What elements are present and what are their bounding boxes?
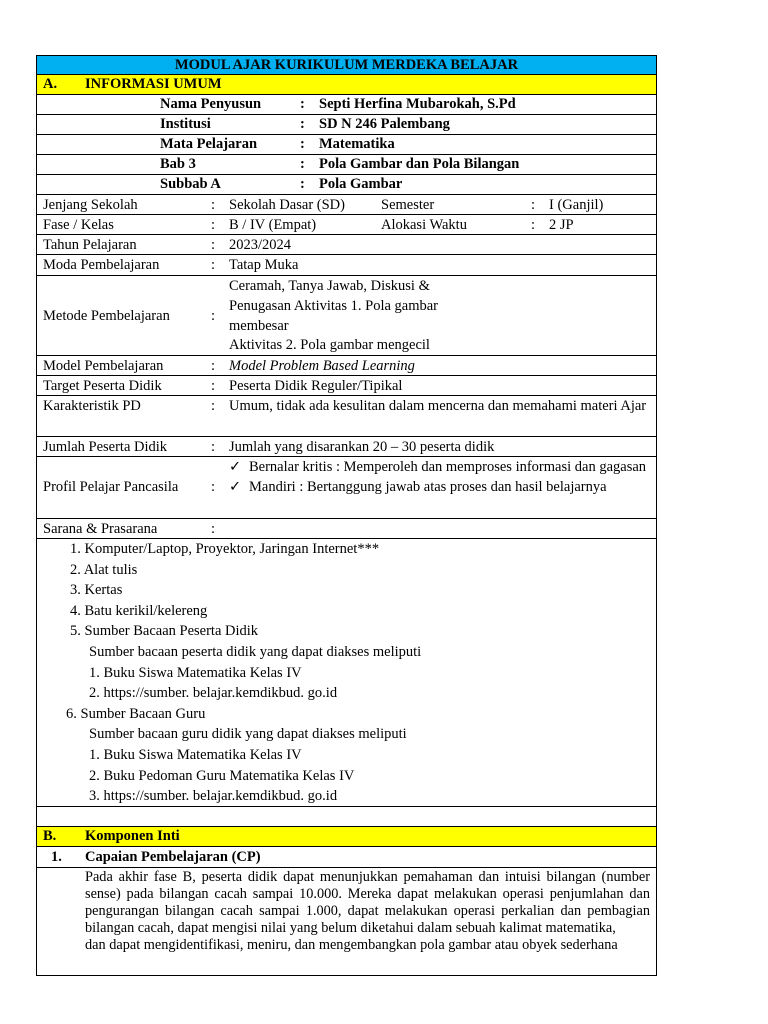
- metode-line: Penugasan Aktivitas 1. Pola gambar: [229, 298, 439, 314]
- row-label: Fase / Kelas: [43, 217, 114, 233]
- row-colon: :: [531, 197, 536, 213]
- row-value: Umum, tidak ada kesulitan dalam mencerna dan memahami materi Ajar: [229, 398, 647, 414]
- info-label: Bab 3: [160, 156, 196, 172]
- section-b-letter: B.: [43, 828, 57, 844]
- row-colon: :: [211, 197, 216, 213]
- list-item: Sumber bacaan peserta didik yang dapat diakses meliputi: [89, 643, 422, 660]
- row-label: Metode Pembelajaran: [43, 308, 170, 324]
- info-value: SD N 246 Palembang: [319, 116, 450, 132]
- cp-content: [36, 868, 657, 976]
- metode-line: Ceramah, Tanya Jawab, Diskusi &: [229, 278, 430, 294]
- row-colon: :: [211, 479, 216, 495]
- info-colon: :: [300, 96, 305, 112]
- section-a-header: [36, 75, 657, 95]
- module-title: MODUL AJAR KURIKULUM MERDEKA BELAJAR: [36, 55, 657, 75]
- metode-line: Aktivitas 2. Pola gambar mengecil: [229, 337, 430, 353]
- list-item: Sumber bacaan guru didik yang dapat diakses meliputi: [89, 726, 407, 743]
- row-colon: :: [211, 257, 216, 273]
- list-item: 1. Buku Siswa Matematika Kelas IV: [89, 746, 302, 763]
- metode-value: [229, 276, 656, 354]
- list-item: 1. Buku Siswa Matematika Kelas IV: [89, 664, 302, 681]
- row-value: Jumlah yang disarankan 20 – 30 peserta didik: [229, 439, 495, 455]
- list-item: 3. https://sumber. belajar.kemdikbud. go.id: [89, 788, 338, 805]
- info-row-institusi: [36, 115, 657, 135]
- list-item: 4. Batu kerikil/kelereng: [70, 602, 208, 619]
- info-row-penyusun: [36, 95, 657, 115]
- alokasi-label: Alokasi Waktu: [381, 217, 467, 233]
- info-colon: :: [300, 116, 305, 132]
- semester-value: I (Ganjil): [549, 197, 604, 213]
- list-item: 1. Komputer/Laptop, Proyektor, Jaringan Internet***: [70, 541, 380, 557]
- info-value: Septi Herfina Mubarokah, S.Pd: [319, 96, 516, 112]
- info-row-bab: [36, 155, 657, 175]
- checkmark-icon: ✓: [229, 479, 242, 495]
- info-label: Institusi: [160, 116, 211, 132]
- section-b-title: Komponen Inti: [85, 828, 180, 844]
- row-label: Sarana & Prasarana: [43, 521, 158, 537]
- row-colon: :: [211, 439, 216, 455]
- row-label: Jenjang Sekolah: [43, 197, 138, 213]
- row-colon: :: [531, 217, 536, 233]
- row-value: Sekolah Dasar (SD): [229, 197, 345, 213]
- row-value: [229, 356, 656, 376]
- row-colon: :: [211, 237, 216, 253]
- row-model: [36, 356, 657, 376]
- row-moda: [36, 255, 657, 276]
- row-metode: [36, 276, 657, 356]
- row-label: Moda Pembelajaran: [43, 257, 160, 273]
- list-item: 2. https://sumber. belajar.kemdikbud. go.id: [89, 685, 338, 702]
- semester-label: Semester: [381, 197, 435, 213]
- profil-list: [229, 457, 656, 497]
- row-label: Jumlah Peserta Didik: [43, 439, 168, 455]
- info-label: Subbab A: [160, 176, 221, 192]
- cp-header: [36, 847, 657, 868]
- row-tahun: [36, 235, 657, 255]
- row-target: [36, 376, 657, 396]
- row-jenjang: [36, 195, 657, 215]
- row-value: B / IV (Empat): [229, 217, 317, 233]
- checkmark-icon: ✓: [229, 459, 242, 475]
- profil-item: ✓ Mandiri : Bertanggung jawab atas proses dan hasil belajarnya: [229, 479, 607, 495]
- row-colon: :: [211, 521, 216, 537]
- model-value: Model Problem Based Learning: [229, 358, 415, 374]
- cp-paragraph: Pada akhir fase B, peserta didik dapat menunjukkan pemahaman dan intuisi bilangan (number sense) pada bilangan cacah sampai 10.000. Mereka dapat melakukan operasi penjumlahan dan pengurangan bilangan cacah sampai 1.000, dapat melakukan operasi perkalian dan pembagian bilangan cacah, dapat mengisi nilai yang belum diketahui dalam sebuah kalimat matematika,: [85, 869, 650, 936]
- row-label: Model Pembelajaran: [43, 358, 164, 374]
- info-colon: :: [300, 156, 305, 172]
- row-colon: :: [211, 378, 216, 394]
- info-row-subbab: [36, 175, 657, 195]
- list-item: 6. Sumber Bacaan Guru: [66, 705, 206, 722]
- spacer-row: [36, 807, 657, 827]
- list-item: 3. Kertas: [70, 582, 123, 599]
- row-profil: [36, 457, 657, 519]
- row-value: Tatap Muka: [229, 257, 299, 273]
- sarana-list: [36, 539, 657, 807]
- info-row-mapel: [36, 135, 657, 155]
- info-label: Mata Pelajaran: [160, 136, 258, 152]
- row-value: 2023/2024: [229, 237, 292, 253]
- cp-paragraph: dan dapat mengidentifikasi, meniru, dan mengembangkan pola gambar atau obyek sederhana: [85, 937, 618, 953]
- info-colon: :: [300, 176, 305, 192]
- cp-title: Capaian Pembelajaran (CP): [85, 849, 261, 865]
- row-colon: :: [211, 308, 216, 324]
- row-colon: :: [211, 217, 216, 233]
- info-value: Pola Gambar dan Pola Bilangan: [319, 156, 520, 172]
- row-karakteristik: [36, 396, 657, 437]
- list-item: 5. Sumber Bacaan Peserta Didik: [70, 623, 259, 640]
- info-value: Pola Gambar: [319, 176, 403, 192]
- row-jumlah: [36, 437, 657, 457]
- section-b-header: [36, 827, 657, 847]
- row-sarana: [36, 519, 657, 539]
- list-item: 2. Buku Pedoman Guru Matematika Kelas IV: [89, 767, 355, 784]
- alokasi-value: 2 JP: [549, 217, 574, 233]
- profil-item: ✓ Bernalar kritis : Memperoleh dan memproses informasi dan gagasan: [229, 459, 647, 475]
- section-a-title: INFORMASI UMUM: [85, 76, 222, 92]
- info-value: Matematika: [319, 136, 395, 152]
- list-item: 2. Alat tulis: [70, 561, 138, 578]
- row-value: Peserta Didik Reguler/Tipikal: [229, 378, 403, 394]
- info-colon: :: [300, 136, 305, 152]
- row-colon: :: [211, 398, 216, 414]
- row-colon: :: [211, 358, 216, 374]
- row-label: Karakteristik PD: [43, 398, 141, 414]
- row-label: Profil Pelajar Pancasila: [43, 479, 179, 495]
- info-label: Nama Penyusun: [160, 96, 262, 112]
- row-fase: [36, 215, 657, 235]
- section-a-letter: A.: [43, 76, 58, 92]
- metode-line: membesar: [229, 318, 289, 334]
- row-label: Target Peserta Didik: [43, 378, 162, 394]
- document: [36, 55, 657, 976]
- row-label: Tahun Pelajaran: [43, 237, 137, 253]
- cp-number: 1.: [51, 849, 62, 865]
